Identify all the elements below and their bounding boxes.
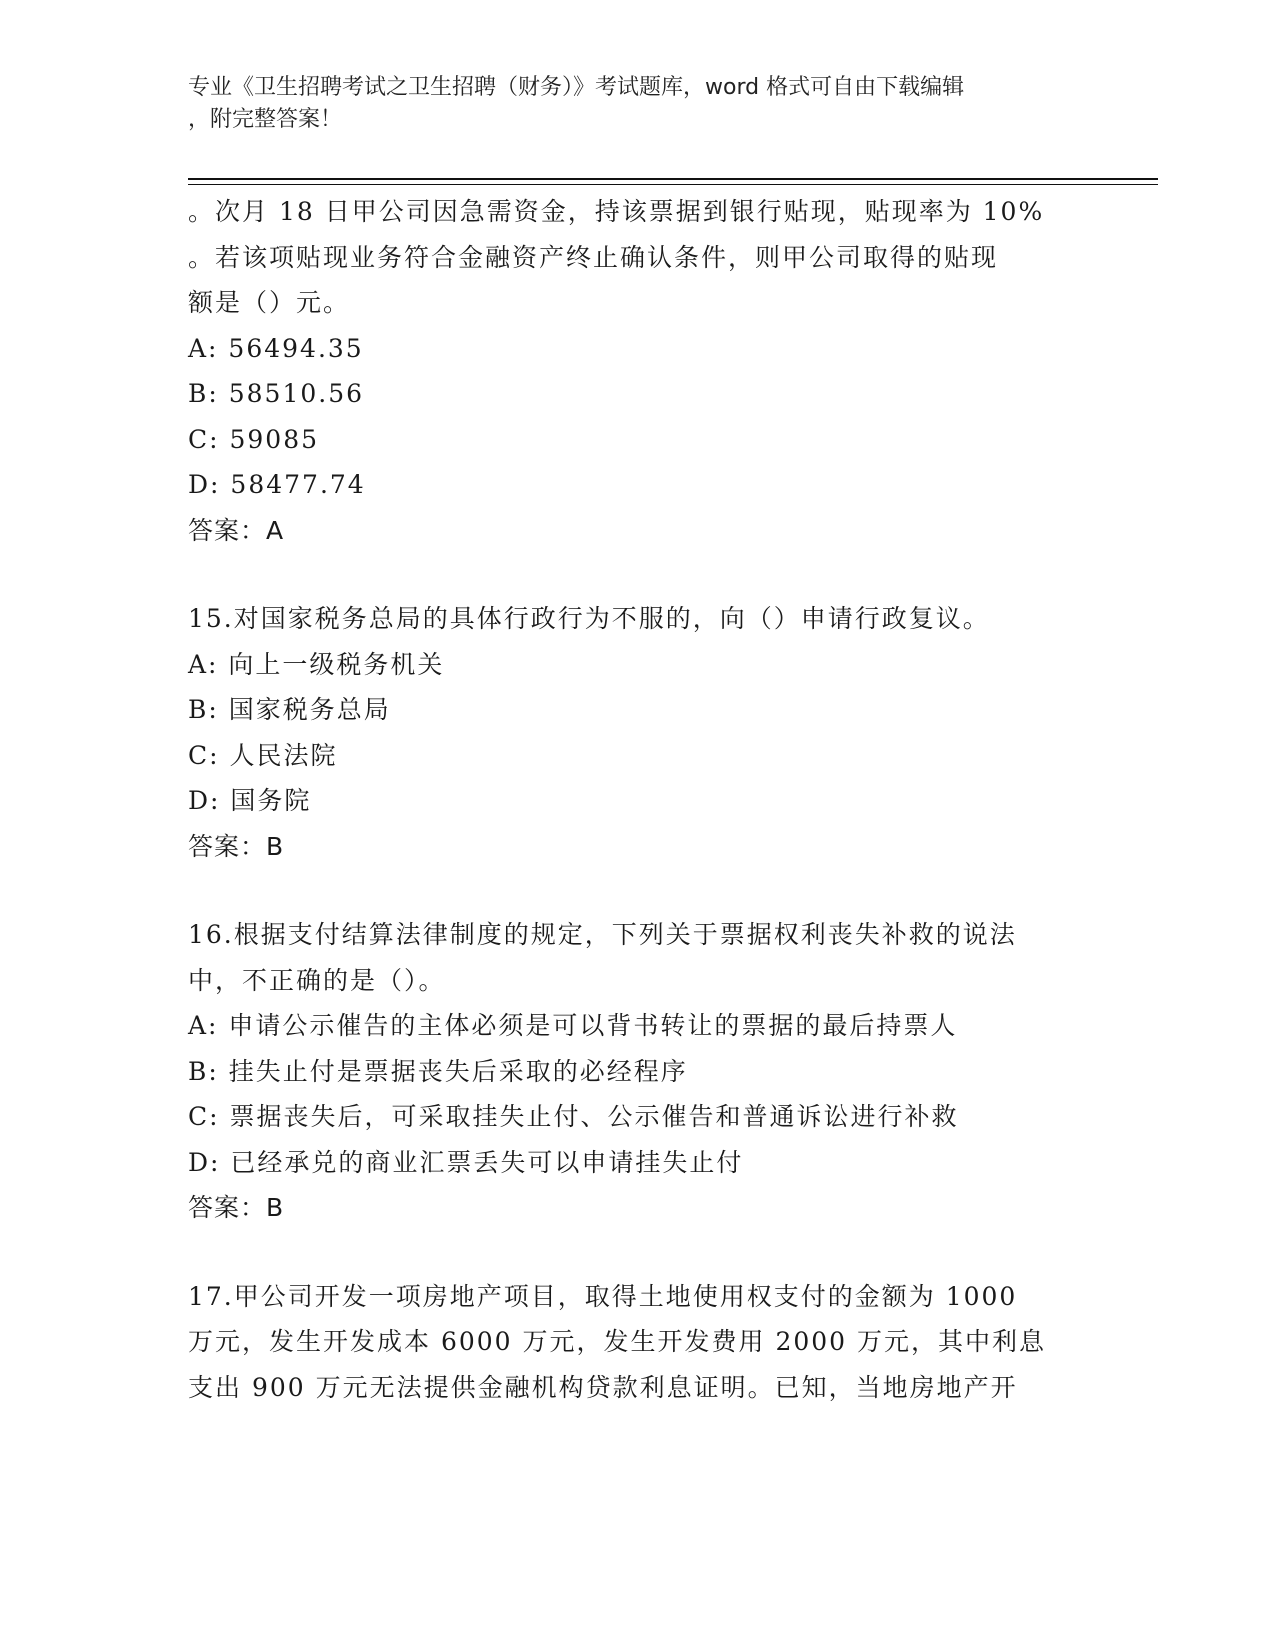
answer-line: 答案：A [188,515,285,545]
header-divider-thick [188,178,1158,180]
question-16 [188,912,1088,1231]
header-line-1: 专业《卫生招聘考试之卫生招聘（财务）》考试题库，word 格式可自由下载编辑 [188,75,965,100]
question-text-line: 支出 900 万元无法提供金融机构贷款利息证明。已知，当地房地产开 [188,1372,1018,1402]
question-list [188,189,1088,1410]
option-d: D: 已经承兑的商业汇票丢失可以申请挂失止付 [188,1147,744,1177]
option-a: A: 申请公示催告的主体必须是可以背书转让的票据的最后持票人 [188,1011,958,1040]
page-header [188,72,1068,136]
question-text-line: 万元，发生开发成本 6000 万元，发生开发费用 2000 万元，其中利息 [188,1327,1047,1356]
question-text-line: 中，不正确的是（）。 [188,965,446,995]
question-14-continued [188,189,1088,553]
question-text-line: 。次月 18 日甲公司因急需资金，持该票据到银行贴现，贴现率为 10% [188,197,1045,226]
question-text-line: 15.对国家税务总局的具体行政行为不服的，向（）申请行政复议。 [188,604,990,633]
option-b: B: 58510.56 [188,379,365,408]
answer-line: 答案：B [188,831,285,861]
option-c: C: 人民法院 [188,740,338,770]
option-d: D: 国务院 [188,786,312,815]
option-b: B: 挂失止付是票据丧失后采取的必经程序 [188,1056,688,1086]
header-divider-thin [188,184,1158,185]
question-text-line: 额是（）元。 [188,288,351,317]
option-c: C: 59085 [188,424,320,454]
question-text-line: 16.根据支付结算法律制度的规定，下列关于票据权利丧失补救的说法 [188,920,1017,949]
answer-line: 答案：B [188,1193,285,1222]
question-15 [188,596,1088,869]
question-17 [188,1274,1088,1411]
spacer [188,553,1088,596]
question-text-line: 17.甲公司开发一项房地产项目，取得土地使用权支付的金额为 1000 [188,1281,1018,1311]
header-line-2: ，附完整答案！ [188,107,343,132]
option-d: D: 58477.74 [188,470,366,499]
option-c: C: 票据丧失后，可采取挂失止付、公示催告和普通诉讼进行补救 [188,1102,959,1131]
option-b: B: 国家税务总局 [188,695,391,724]
question-text-line: 。若该项贴现业务符合金融资产终止确认条件，则甲公司取得的贴现 [188,242,999,272]
option-a: A: 56494.35 [188,333,364,363]
spacer [188,869,1088,912]
option-a: A: 向上一级税务机关 [188,649,445,679]
spacer [188,1231,1088,1274]
